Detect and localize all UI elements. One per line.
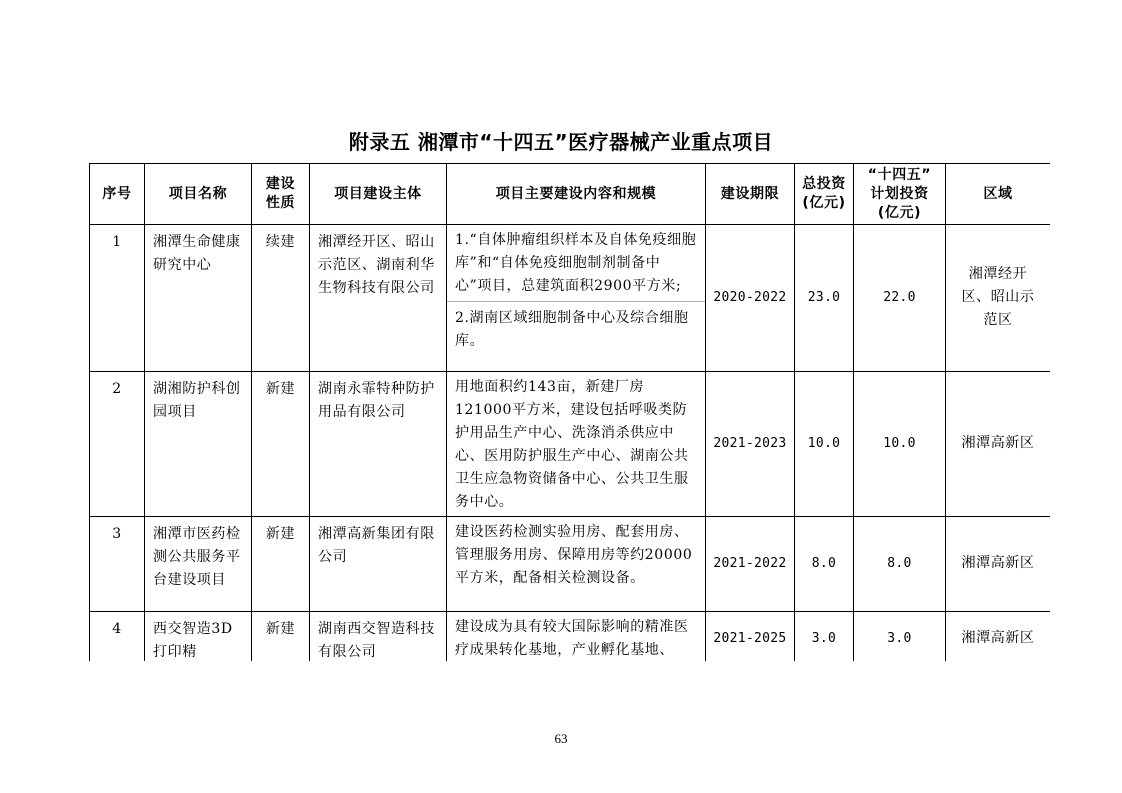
header-period: 建设期限 bbox=[706, 164, 795, 225]
cell-plan: 10.0 bbox=[854, 372, 946, 517]
cell-period: 2020-2022 bbox=[706, 225, 795, 372]
header-type bbox=[252, 164, 310, 225]
cell-entity: 湖南永霏特种防护用品有限公司 bbox=[310, 372, 447, 517]
header-total bbox=[795, 164, 854, 225]
projects-table-container bbox=[89, 163, 1050, 661]
cell-total: 3.0 bbox=[795, 612, 854, 662]
header-plan-line3: (亿元) bbox=[877, 204, 922, 221]
content-item: 2.湖南区域细胞制备中心及综合细胞库。 bbox=[447, 301, 705, 353]
cell-name: 西交智造3D打印精 bbox=[145, 612, 252, 662]
cell-type: 续建 bbox=[252, 225, 310, 372]
cell-region: 湘潭高新区 bbox=[946, 612, 1051, 662]
content-item: 用地面积约143亩，新建厂房121000平方米，建设包括呼吸类防护用品生产中心、洗涤消杀供应中心、医用防护服生产中心、湖南公共卫生应急物资储备中心、公共卫生服务中心。 bbox=[455, 379, 689, 510]
content-item: 建设医药检测实验用房、配套用房、管理服务用房、保障用房等约20000平方米，配备相关检测设备。 bbox=[455, 524, 693, 586]
header-entity: 项目建设主体 bbox=[310, 164, 447, 225]
cell-entity: 湖南西交智造科技有限公司 bbox=[310, 612, 447, 662]
cell-type: 新建 bbox=[252, 612, 310, 662]
cell-region: 湘潭经开区、昭山示范区 bbox=[946, 225, 1051, 372]
cell-type: 新建 bbox=[252, 517, 310, 612]
cell-total: 8.0 bbox=[795, 517, 854, 612]
cell-period: 2021-2025 bbox=[706, 612, 795, 662]
table-row bbox=[90, 612, 1051, 662]
header-plan-line2: 计划投资 bbox=[870, 185, 929, 202]
table-header-row bbox=[90, 164, 1051, 225]
cell-content bbox=[447, 517, 706, 612]
cell-index: 4 bbox=[90, 612, 145, 662]
cell-index: 2 bbox=[90, 372, 145, 517]
cell-region: 湘潭高新区 bbox=[946, 517, 1051, 612]
header-type-line1: 建设 bbox=[265, 176, 296, 192]
cell-plan: 22.0 bbox=[854, 225, 946, 372]
header-total-line2: (亿元) bbox=[802, 195, 846, 211]
header-plan-line1: “十四五” bbox=[867, 166, 932, 183]
cell-index: 1 bbox=[90, 225, 145, 372]
cell-type: 新建 bbox=[252, 372, 310, 517]
cell-region: 湘潭高新区 bbox=[946, 372, 1051, 517]
page-number: 63 bbox=[554, 731, 568, 746]
cell-total: 23.0 bbox=[795, 225, 854, 372]
content-item: 建设成为具有较大国际影响的精准医疗成果转化基地，产业孵化基地、 bbox=[455, 619, 689, 658]
header-type-line2: 性质 bbox=[265, 195, 296, 211]
header-total-line1: 总投资 bbox=[802, 176, 846, 192]
cell-period: 2021-2023 bbox=[706, 372, 795, 517]
cell-total: 10.0 bbox=[795, 372, 854, 517]
table-row bbox=[90, 225, 1051, 372]
cell-period: 2021-2022 bbox=[706, 517, 795, 612]
page-title: 附录五 湘潭市“十四五”医疗器械产业重点项目 bbox=[348, 130, 774, 154]
cell-content bbox=[447, 372, 706, 517]
projects-table bbox=[89, 163, 1050, 661]
table-row bbox=[90, 517, 1051, 612]
cell-name: 湘潭市医药检测公共服务平台建设项目 bbox=[145, 517, 252, 612]
header-index: 序号 bbox=[90, 164, 145, 225]
cell-plan: 3.0 bbox=[854, 612, 946, 662]
header-plan bbox=[854, 164, 946, 225]
cell-content bbox=[447, 225, 706, 372]
table-row bbox=[90, 372, 1051, 517]
cell-entity: 湘潭经开区、昭山示范区、湖南利华生物科技有限公司 bbox=[310, 225, 447, 372]
cell-name: 湖湘防护科创园项目 bbox=[145, 372, 252, 517]
content-item: 1.“自体肿瘤组织样本及自体免疫细胞库”和“自体免疫细胞制剂制备中心”项目，总建筑面积2900平方米; bbox=[455, 232, 697, 294]
cell-entity: 湘潭高新集团有限公司 bbox=[310, 517, 447, 612]
cell-content bbox=[447, 612, 706, 662]
header-content: 项目主要建设内容和规模 bbox=[447, 164, 706, 225]
cell-plan: 8.0 bbox=[854, 517, 946, 612]
header-region: 区域 bbox=[946, 164, 1051, 225]
cell-name: 湘潭生命健康研究中心 bbox=[145, 225, 252, 372]
header-name: 项目名称 bbox=[145, 164, 252, 225]
cell-index: 3 bbox=[90, 517, 145, 612]
